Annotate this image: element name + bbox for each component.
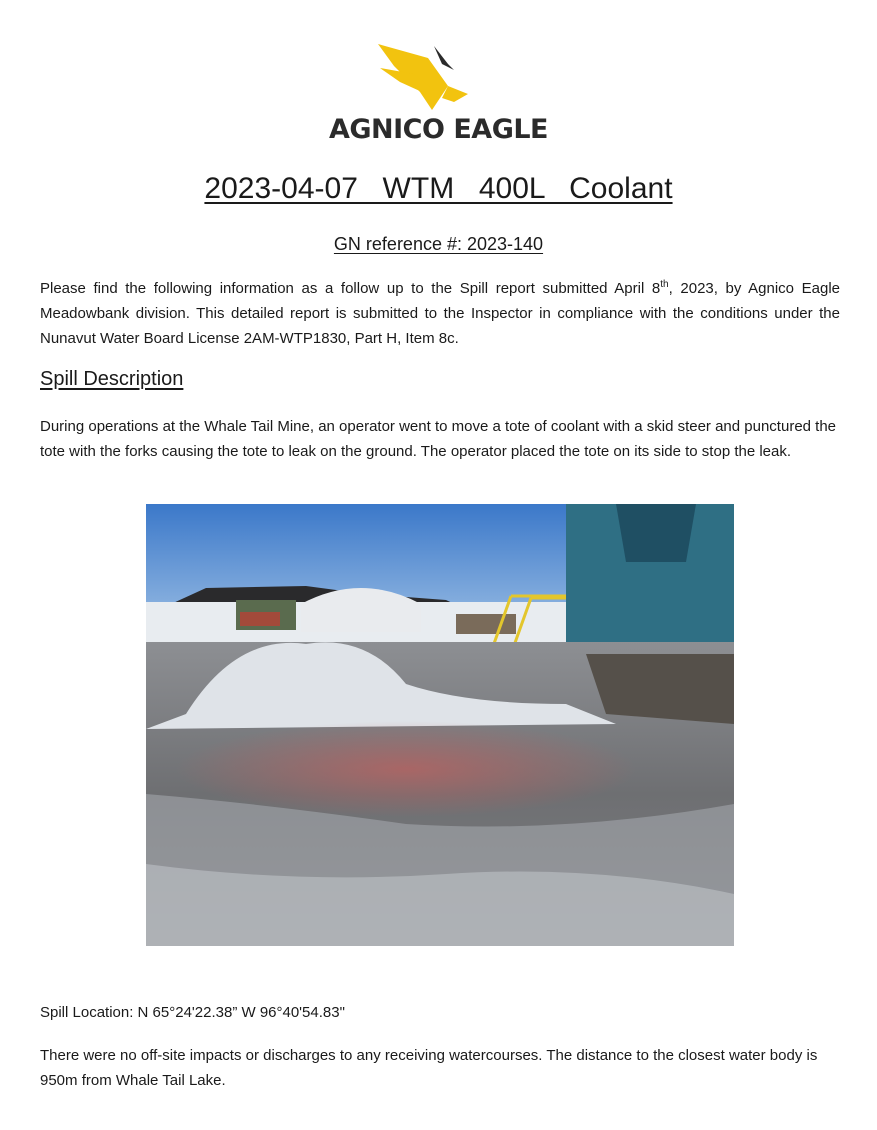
- company-logo: [0, 36, 877, 151]
- spill-description-paragraph: During operations at the Whale Tail Mine, an operator went to move a tote of coolant with a skid steer and punctured the tote with the forks causing the tote to leak on the ground. The operator placed the tote on its side to stop the leak.: [40, 418, 837, 460]
- eagle-logo-icon: [370, 40, 480, 112]
- spill-site-photo: [146, 504, 734, 946]
- intro-text-start: Please find the following information as a follow up to the Spill report submitted April 8: [40, 280, 661, 297]
- section-heading-spill-description: Spill Description: [40, 368, 184, 390]
- logo-wordmark: AGNICO EAGLE: [328, 114, 549, 145]
- gn-reference: GN reference #: 2023-140: [333, 234, 544, 254]
- ordinal-suffix: th: [660, 279, 669, 290]
- document-title: 2023-04-07 WTM 400L Coolant: [204, 172, 673, 205]
- intro-paragraph: [40, 276, 840, 351]
- spill-location: Spill Location: N 65°24'22.38” W 96°40'54.83": [40, 1004, 345, 1021]
- intro-text-end: , 2023, by Agnico Eagle Meadowbank division. This detailed report is submitted to the Inspector in compliance with the conditions under the Nunavut Water Board License 2AM-WTP1830, Part H, Item 8c.: [40, 280, 840, 347]
- impacts-paragraph: There were no off-site impacts or discharges to any receiving watercourses. The distance to the closest water body is 950m from Whale Tail Lake.: [40, 1047, 818, 1089]
